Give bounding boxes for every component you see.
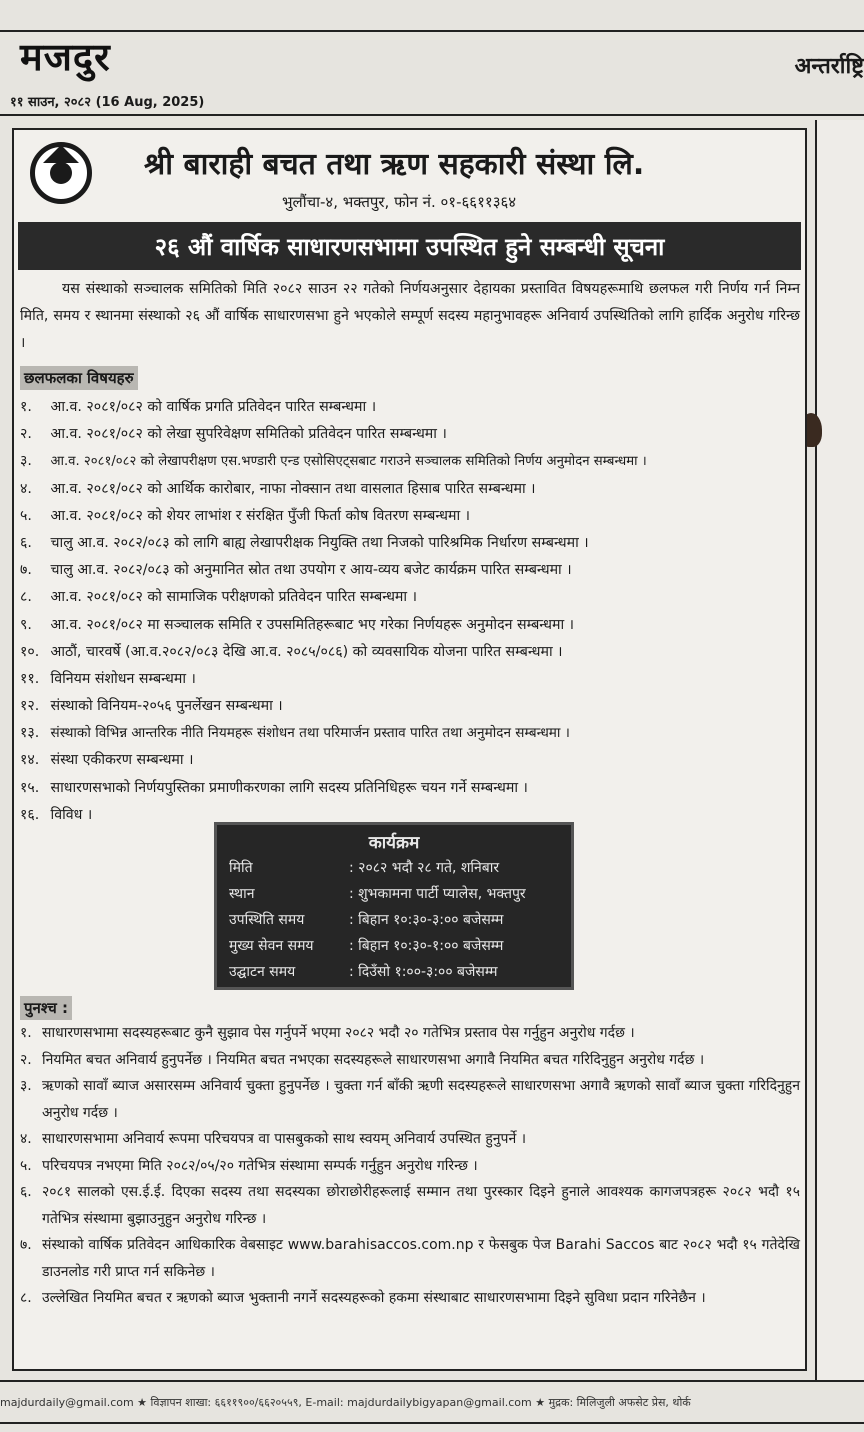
agenda-item: १२. संस्थाको विनियम-२०५६ पुनर्लेखन सम्बन्धमा ।	[20, 698, 283, 715]
agenda-item: १६. विविध ।	[20, 806, 93, 823]
note-item: ८. उल्लेखित नियमित बचत र ऋणको ब्याज भुक्तानी नगर्ने सदस्यहरूको हकमा संस्थाबाट साधारणसभामा दिइने सुविधा प्रदान गरिनेछैन ।	[20, 1290, 706, 1306]
note-item: २. नियमित बचत अनिवार्य हुनुपर्नेछ । नियमित बचत नभएका सदस्यहरूले साधारणसभा अगावै नियमित बचत गरिदिनुहुन अनुरोध गर्दछ ।	[20, 1051, 705, 1068]
notice-intro	[20, 276, 800, 357]
note-item: ७. संस्थाको वार्षिक प्रतिवेदन आधिकारिक वेबसाइट www.barahisaccos.com.np र फेसबुक पेज Barahi Saccos बाट २०८२ भदौ १५ गतेदेखि डाउनलोड गरी प्राप्त गर्न सकिनेछ ।	[20, 1237, 800, 1280]
page-section-label: अन्तर्राष्ट्रि	[794, 54, 864, 79]
notes-heading: पुनश्च :	[20, 996, 72, 1020]
agenda-item: ९. आ.व. २०८१/०८२ मा सञ्चालक समिति र उपसमितिहरूबाट भए गरेका निर्णयहरू अनुमोदन सम्बन्धमा ।	[20, 616, 575, 633]
notes-list	[20, 1020, 800, 1312]
organization-name: श्री बाराही बचत तथा ऋण सहकारी संस्था लि.	[144, 147, 645, 182]
masthead-top-rule	[0, 30, 864, 32]
notice-title-band	[18, 222, 801, 270]
agenda-item: ३. आ.व. २०८१/०८२ को लेखापरीक्षण एस.भण्डारी एन्ड एसोसिएट्सबाट गराउने सञ्चालक समितिको निर्णय अनुमोदन सम्बन्धमा ।	[20, 453, 647, 470]
agenda-item: १५. साधारणसभाको निर्णयपुस्तिका प्रमाणीकरणका लागि सदस्य प्रतिनिधिहरू चयन गर्ने सम्बन्धमा ।	[20, 779, 528, 796]
adjacent-column	[815, 120, 864, 1380]
newspaper-footer: majdurdaily@gmail.com ★ विज्ञापन शाखा: ६६११९००/६६२०५५९, E-mail: majdurdailybigyapan@gmail.com ★ मुद्रक: मिलिजुली अफसेट प्रेस, थोर्क	[0, 1396, 691, 1409]
masthead-bottom-rule	[0, 114, 864, 116]
agm-notice-advertisement	[12, 128, 807, 1371]
agenda-list	[20, 394, 810, 829]
footer-bottom-rule	[0, 1422, 864, 1424]
program-title: कार्यक्रम	[368, 833, 420, 853]
agenda-item: ४. आ.व. २०८१/०८२ को आर्थिक कारोबार, नाफा नोक्सान तथा वासलात हिसाब पारित सम्बन्धमा ।	[20, 480, 536, 497]
program-box	[214, 822, 574, 990]
program-row-opening-time: उद्घाटन समय : दिउँसो १:००-३:०० बजेसम्म	[229, 964, 498, 980]
program-row-venue: स्थान : शुभकामना पार्टी प्यालेस, भक्तपुर	[229, 886, 526, 902]
program-row-attendance-time: उपस्थिति समय : बिहान १०:३०-३:०० बजेसम्म	[229, 912, 504, 928]
organization-address: भुलौंचा-४, भक्तपुर, फोन नं. ०१-६६११३६४	[282, 193, 517, 211]
program-row-date: मिति : २०८२ भदौ २८ गते, शनिबार	[229, 860, 500, 876]
agenda-item: ७. चालु आ.व. २०८२/०८३ को अनुमानित स्रोत तथा उपयोग र आय-व्यय बजेट कार्यक्रम पारित सम्बन्धमा ।	[20, 562, 572, 579]
agenda-item: २. आ.व. २०८१/०८२ को लेखा सुपरिवेक्षण समितिको प्रतिवेदन पारित सम्बन्धमा ।	[20, 426, 447, 443]
agenda-item: ११. विनियम संशोधन सम्बन्धमा ।	[20, 670, 196, 687]
agenda-item: १०. आठौं, चारवर्षे (आ.व.२०८२/०८३ देखि आ.व. २०८५/०८६) को व्यवसायिक योजना पारित सम्बन्धमा ।	[20, 643, 563, 660]
notice-title: २६ औं वार्षिक साधारणसभामा उपस्थित हुने सम्बन्धी सूचना	[154, 232, 665, 261]
note-item: ५. परिचयपत्र नभएमा मिति २०८२/०५/२० गतेभित्र संस्थामा सम्पर्क गर्नुहुन अनुरोध गरिन्छ ।	[20, 1157, 478, 1174]
agenda-item: १. आ.व. २०८१/०८२ को वार्षिक प्रगति प्रतिवेदन पारित सम्बन्धमा ।	[20, 399, 377, 415]
note-item: १. साधारणसभामा सदस्यहरूबाट कुनै सुझाव पेस गर्नुपर्ने भएमा २०८२ भदौ २० गतेभित्र प्रस्ताव पेस गर्नुहुन अनुरोध गर्दछ ।	[20, 1025, 635, 1041]
agenda-item: ८. आ.व. २०८१/०८२ को सामाजिक परीक्षणको प्रतिवेदन पारित सम्बन्धमा ।	[20, 589, 417, 606]
agenda-item: ६. चालु आ.व. २०८२/०८३ को लागि बाह्य लेखापरीक्षक नियुक्ति तथा निजको पारिश्रमिक निर्धारण सम्बन्धमा ।	[20, 534, 589, 551]
note-item: ६. २०८१ सालको एस.ई.ई. दिएका सदस्य तथा सदस्यका छोराछोरीहरूलाई सम्मान तथा पुरस्कार दिइने हुनाले आवश्यक कागजपत्रहरू २०८२ भदौ १५ गतेभित्र संस्थामा बुझाउनुहुन अनुरोध गरिन्छ ।	[20, 1184, 800, 1227]
intro-paragraph: यस संस्थाको सञ्चालक समितिको मिति २०८२ साउन २२ गतेको निर्णयअनुसार देहायका प्रस्तावित विषयहरूमाथि छलफल गरी निर्णय गर्न निम्न मिति, समय र स्थानमा संस्थाको २६ औं वार्षिक साधारणसभा हुने भएकोले सम्पूर्ण सदस्य महानुभावहरू अनिवार्य उपस्थितिको लागि हार्दिक अनुरोध गरिन्छ ।	[20, 281, 800, 351]
note-item: ४. साधारणसभामा अनिवार्य रूपमा परिचयपत्र वा पासबुकको साथ स्वयम् अनिवार्य उपस्थित हुनुपर्ने ।	[20, 1131, 527, 1147]
note-item: ३. ऋणको सावाँ ब्याज असारसम्म अनिवार्य चुक्ता हुनुपर्नेछ । चुक्ता गर्न बाँकी ऋणी सदस्यहरूले साधारणसभा अगावै ऋणको सावाँ ब्याज चुक्ता गरिदिनुहुन अनुरोध गर्दछ ।	[20, 1078, 800, 1121]
agenda-item: १४. संस्था एकीकरण सम्बन्धमा ।	[20, 752, 194, 769]
agenda-heading: छलफलका विषयहरु	[20, 366, 138, 390]
issue-date: ११ साउन, २०८२ (16 Aug, 2025)	[10, 95, 205, 110]
cooperative-logo-icon	[30, 142, 92, 204]
program-row-main-time: मुख्य सेवन समय : बिहान १०:३०-१:०० बजेसम्म	[229, 938, 504, 954]
agenda-item: ५. आ.व. २०८१/०८२ को शेयर लाभांश र संरक्षित पुँजी फिर्ता कोष वितरण सम्बन्धमा ।	[20, 507, 471, 524]
agenda-item: १३. संस्थाको विभिन्न आन्तरिक नीति नियमहरू संशोधन तथा परिमार्जन प्रस्ताव पारित तथा अनुमोदन सम्बन्धमा ।	[20, 725, 570, 742]
footer-top-rule	[0, 1380, 864, 1382]
newspaper-name: मजदुर	[20, 34, 111, 79]
